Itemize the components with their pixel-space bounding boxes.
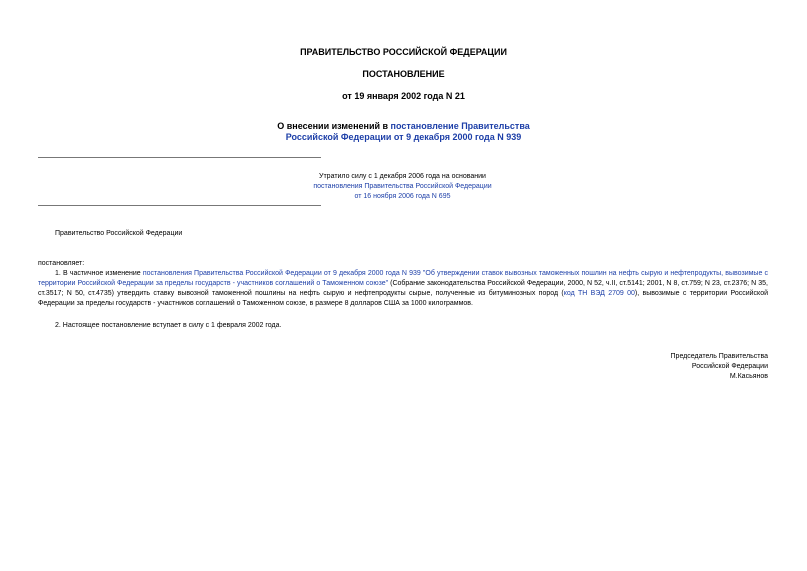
- paragraph-1-decree-link[interactable]: постановления Правительства Российской Федерации от 9 декабря 2000 года N 939 "Об утверждении ставок вывозных таможенных пошлин на нефть сырую и нефтепродукты, вывозимые с территории Российской Федерации за пределы государств - участников соглашений о Таможенном союзе": [38, 270, 768, 287]
- decrees-text: постановляет:: [38, 260, 85, 267]
- paragraph-1: [38, 269, 768, 309]
- document-type-heading: ПОСТАНОВЛЕНИЕ: [362, 69, 445, 79]
- validity-note: [260, 172, 545, 202]
- date-number-heading: от 19 января 2002 года N 21: [342, 91, 465, 101]
- document-title: [0, 121, 807, 143]
- title-link-line2[interactable]: Российской Федерации от 9 декабря 2000 года N 939: [285, 132, 522, 142]
- paragraph-1-suffix: ), вывозимые с территории Российской Федерации за пределы государств - участников соглашений о Таможенном союзе, в размере 8 долларов США за 1000 килограммов.: [38, 290, 768, 307]
- divider-bottom: [38, 205, 321, 206]
- government-heading: ПРАВИТЕЛЬСТВО РОССИЙСКОЙ ФЕДЕРАЦИИ: [300, 47, 507, 57]
- paragraph-1-middle: (Собрание законодательства Российской Федерации, 2000, N 52, ч.II, ст.5141; 2001, N 8, ст.759; N 23, ст.2376; N 35, ст.3517; N 50, ст.4735) утвердить ставку вывозной таможенной пошлины на нефть сырую и нефтепродукты сырые, полученные из битуминозных пород (: [38, 280, 768, 297]
- divider-top: [38, 157, 321, 158]
- validity-note-link-line2[interactable]: постановления Правительства Российской Федерации: [313, 183, 492, 190]
- validity-note-line1: Утратило силу с 1 декабря 2006 года на основании: [319, 173, 486, 180]
- signature-line3: М.Касьянов: [729, 373, 768, 380]
- paragraph-1-code-link[interactable]: код ТН ВЭД 2709 00: [563, 290, 635, 297]
- signature-line1: Председатель Правительства: [670, 353, 768, 360]
- paragraph-1-prefix: 1. В частичное изменение: [55, 270, 143, 277]
- title-prefix: О внесении изменений в: [277, 121, 391, 131]
- signature-line2: Российской Федерации: [691, 363, 768, 370]
- validity-note-link-line3[interactable]: от 16 ноября 2006 года N 695: [354, 193, 451, 200]
- title-link-line1[interactable]: постановление Правительства: [390, 121, 530, 131]
- issuer-text: Правительство Российской Федерации: [55, 230, 183, 237]
- paragraph-2: 2. Настоящее постановление вступает в силу с 1 февраля 2002 года.: [55, 322, 282, 329]
- signature-block: [671, 352, 768, 382]
